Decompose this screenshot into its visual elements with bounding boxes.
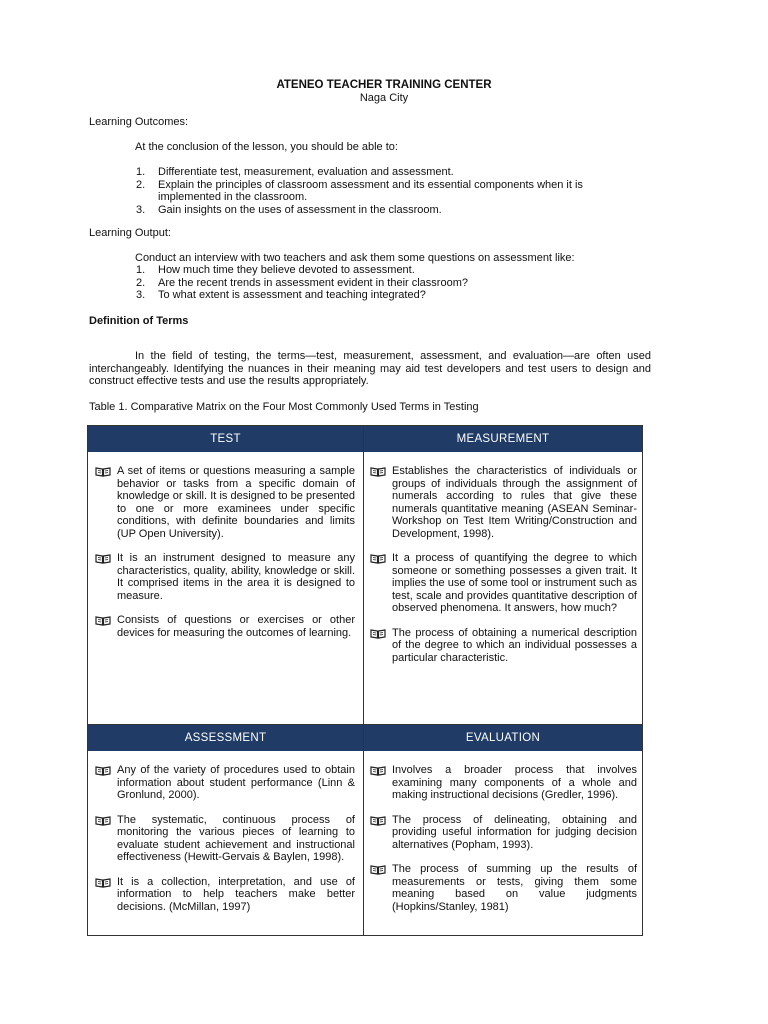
- list-number: 1.: [136, 166, 146, 178]
- list-item: [136, 204, 646, 217]
- open-book-icon: [370, 765, 386, 776]
- learning-output-intro: Conduct an interview with two teachers and ask them some questions on assessment like:: [135, 252, 575, 264]
- open-book-icon: [370, 815, 386, 826]
- list-item: [370, 814, 637, 852]
- list-number: 2.: [136, 178, 146, 191]
- cell-test: [95, 465, 355, 651]
- definition-text: A set of items or questions measuring a sample behavior or tasks from a specific domain of knowledge or skill. It is designed to be presented to one or more examinees under specific conditions, with definite boundaries and limits (UP Open University).: [117, 465, 355, 540]
- list-number: 3.: [136, 289, 146, 301]
- cell-evaluation: [370, 764, 637, 925]
- definition-heading: Definition of Terms: [89, 315, 189, 327]
- learning-output-list: [136, 264, 646, 302]
- list-item: [370, 552, 637, 615]
- cell-assessment: [95, 764, 355, 925]
- open-book-icon: [370, 466, 386, 477]
- list-text: How much time they believe devoted to assessment.: [158, 264, 415, 276]
- learning-output-label: Learning Output:: [89, 227, 171, 239]
- list-item: [370, 764, 637, 802]
- list-number: 2.: [136, 276, 146, 289]
- list-item: [95, 614, 355, 639]
- list-item: [370, 627, 637, 665]
- open-book-icon: [370, 864, 386, 875]
- list-text: Gain insights on the uses of assessment in the classroom.: [158, 203, 442, 216]
- definition-text: It is an instrument designed to measure any characteristics, quality, ability, knowledge or skill. It comprised items in the area it is designed to measure.: [117, 552, 355, 602]
- open-book-icon: [95, 466, 111, 477]
- list-item: [95, 764, 355, 802]
- header-measurement: MEASUREMENT: [364, 426, 642, 452]
- learning-outcomes-intro: At the conclusion of the lesson, you should be able to:: [135, 141, 398, 153]
- list-number: 3.: [136, 203, 146, 216]
- cell-measurement: [370, 465, 637, 676]
- open-book-icon: [95, 765, 111, 776]
- definition-text: Any of the variety of procedures used to obtain information about student performance (Linn & Gronlund, 2000).: [117, 764, 355, 801]
- list-item: [95, 552, 355, 602]
- header-assessment: ASSESSMENT: [88, 725, 363, 751]
- definition-text: It a process of quantifying the degree to which someone or something possesses a given trait. It implies the use of some tool or instrument such as test, scale and provides quantitative description of observed phenomena. It answers, how much?: [392, 552, 637, 614]
- list-text: Are the recent trends in assessment evident in their classroom?: [158, 276, 468, 289]
- column-divider: [363, 426, 364, 935]
- table-caption: Table 1. Comparative Matrix on the Four Most Commonly Used Terms in Testing: [89, 401, 479, 413]
- list-item: [136, 264, 646, 277]
- list-item: [95, 465, 355, 540]
- list-text: To what extent is assessment and teaching integrated?: [158, 289, 426, 301]
- definition-text: The process of summing up the results of measurements or tests, giving them some meaning based on value judgments (Hopkins/Stanley, 1981): [392, 863, 637, 913]
- definition-text: The systematic, continuous process of monitoring the various pieces of learning to evaluate student achievement and instructional effectiveness (Hewitt-Gervais & Baylen, 1998).: [117, 813, 355, 863]
- comparative-matrix: [87, 425, 643, 936]
- list-item: [370, 465, 637, 540]
- definition-text: Establishes the characteristics of individuals or groups of individuals through the assignment of numerals according to rules that give these numerals quantitative meaning (ASEAN Seminar-Workshop on Test Item Writing/Construction and Development, 1998).: [392, 465, 637, 540]
- definition-text: The process of delineating, obtaining and providing useful information for judging decision alternatives (Popham, 1993).: [392, 813, 637, 851]
- document-subtitle: Naga City: [359, 92, 409, 104]
- list-item: [370, 863, 637, 913]
- definition-paragraph: In the field of testing, the terms—test, measurement, assessment, and evaluation—are often used interchangeably. Identifying the nuances in their meaning may aid test developers and test users to design and construct effective tests and use the results appropriately.: [89, 350, 651, 387]
- header-test: TEST: [88, 426, 363, 452]
- open-book-icon: [95, 815, 111, 826]
- learning-outcomes-label: Learning Outcomes:: [89, 116, 189, 128]
- definition-text: It is a collection, interpretation, and use of information to help teachers make better decisions. (McMillan, 1997): [117, 875, 355, 913]
- open-book-icon: [370, 553, 386, 564]
- list-item: [136, 166, 646, 179]
- open-book-icon: [95, 553, 111, 564]
- open-book-icon: [95, 615, 111, 626]
- definition-text: Consists of questions or exercises or other devices for measuring the outcomes of learning.: [117, 614, 355, 639]
- header-evaluation: EVALUATION: [364, 725, 642, 751]
- definition-text: Involves a broader process that involves examining many components of a whole and making instructional decisions (Gredler, 1996).: [392, 764, 637, 801]
- open-book-icon: [370, 628, 386, 639]
- learning-outcomes-list: [136, 166, 646, 216]
- list-text: Explain the principles of classroom assessment and its essential components when it is implemented in the classroom.: [158, 178, 583, 203]
- list-item: [136, 277, 646, 290]
- list-text: Differentiate test, measurement, evaluation and assessment.: [158, 166, 454, 178]
- document-title: ATENEO TEACHER TRAINING CENTER: [276, 79, 492, 91]
- list-item: [95, 876, 355, 914]
- definition-text: The process of obtaining a numerical description of the degree to which an individual possesses a particular characteristic.: [392, 626, 637, 664]
- list-item: [136, 179, 646, 204]
- list-item: [95, 814, 355, 864]
- list-number: 1.: [136, 264, 146, 276]
- open-book-icon: [95, 877, 111, 888]
- list-item: [136, 289, 646, 302]
